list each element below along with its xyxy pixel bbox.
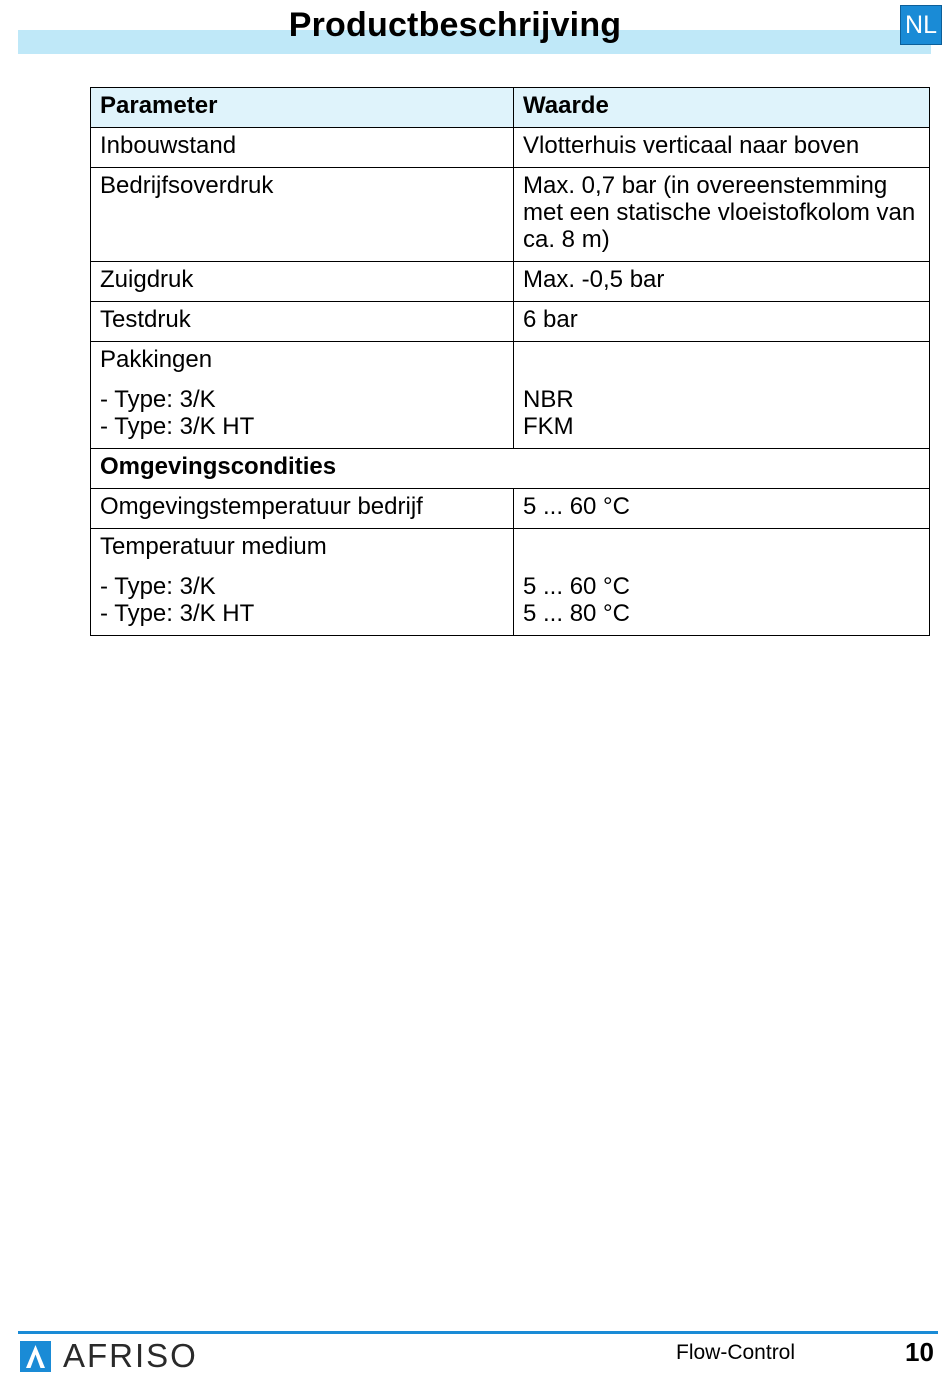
section-row	[91, 449, 930, 489]
footer-divider	[18, 1331, 938, 1334]
value-cell: 6 bar	[514, 302, 930, 342]
product-name: Flow-Control	[676, 1341, 796, 1364]
spec-table	[90, 87, 930, 636]
page-number: 10	[905, 1337, 934, 1367]
section-heading: Omgevingscondities	[91, 449, 930, 489]
medium-type-1: - Type: 3/K	[100, 573, 216, 600]
table-row-seals	[91, 342, 930, 449]
param-cell	[91, 342, 514, 449]
table-row-medium	[91, 529, 930, 636]
table-header-row	[91, 88, 930, 128]
brand-name: AFRISO	[63, 1337, 198, 1374]
value-cell	[514, 342, 930, 449]
page-title: Productbeschrijving	[288, 6, 622, 44]
value-cell: 5 ... 60 °C	[514, 489, 930, 529]
seals-value-1: NBR	[523, 386, 574, 413]
seals-type-1: - Type: 3/K	[100, 386, 216, 413]
column-header-value: Waarde	[514, 88, 930, 128]
param-cell	[91, 529, 514, 636]
language-badge: NL	[900, 5, 942, 45]
table-row	[91, 168, 930, 262]
value-cell: Max. -0,5 bar	[514, 262, 930, 302]
param-cell: Bedrijfsoverdruk	[91, 168, 514, 262]
table-row	[91, 489, 930, 529]
value-cell: Max. 0,7 bar (in overeenstemming met een statische vloeistofkolom van ca. 8 m)	[514, 168, 930, 262]
param-cell: Omgevingstemperatuur bedrijf	[91, 489, 514, 529]
medium-label: Temperatuur medium	[100, 533, 327, 560]
medium-value-1: 5 ... 60 °C	[523, 573, 630, 600]
medium-value-2: 5 ... 80 °C	[523, 600, 630, 627]
table-row	[91, 128, 930, 168]
value-cell: Vlotterhuis verticaal naar boven	[514, 128, 930, 168]
param-cell: Testdruk	[91, 302, 514, 342]
medium-type-2: - Type: 3/K HT	[100, 600, 255, 627]
value-cell	[514, 529, 930, 636]
param-cell: Inbouwstand	[91, 128, 514, 168]
seals-label: Pakkingen	[100, 346, 213, 373]
seals-value-2: FKM	[523, 413, 574, 440]
afriso-logo-icon	[20, 1341, 51, 1372]
table-row	[91, 262, 930, 302]
table-row	[91, 302, 930, 342]
seals-type-2: - Type: 3/K HT	[100, 413, 255, 440]
param-cell: Zuigdruk	[91, 262, 514, 302]
column-header-parameter: Parameter	[91, 88, 514, 128]
